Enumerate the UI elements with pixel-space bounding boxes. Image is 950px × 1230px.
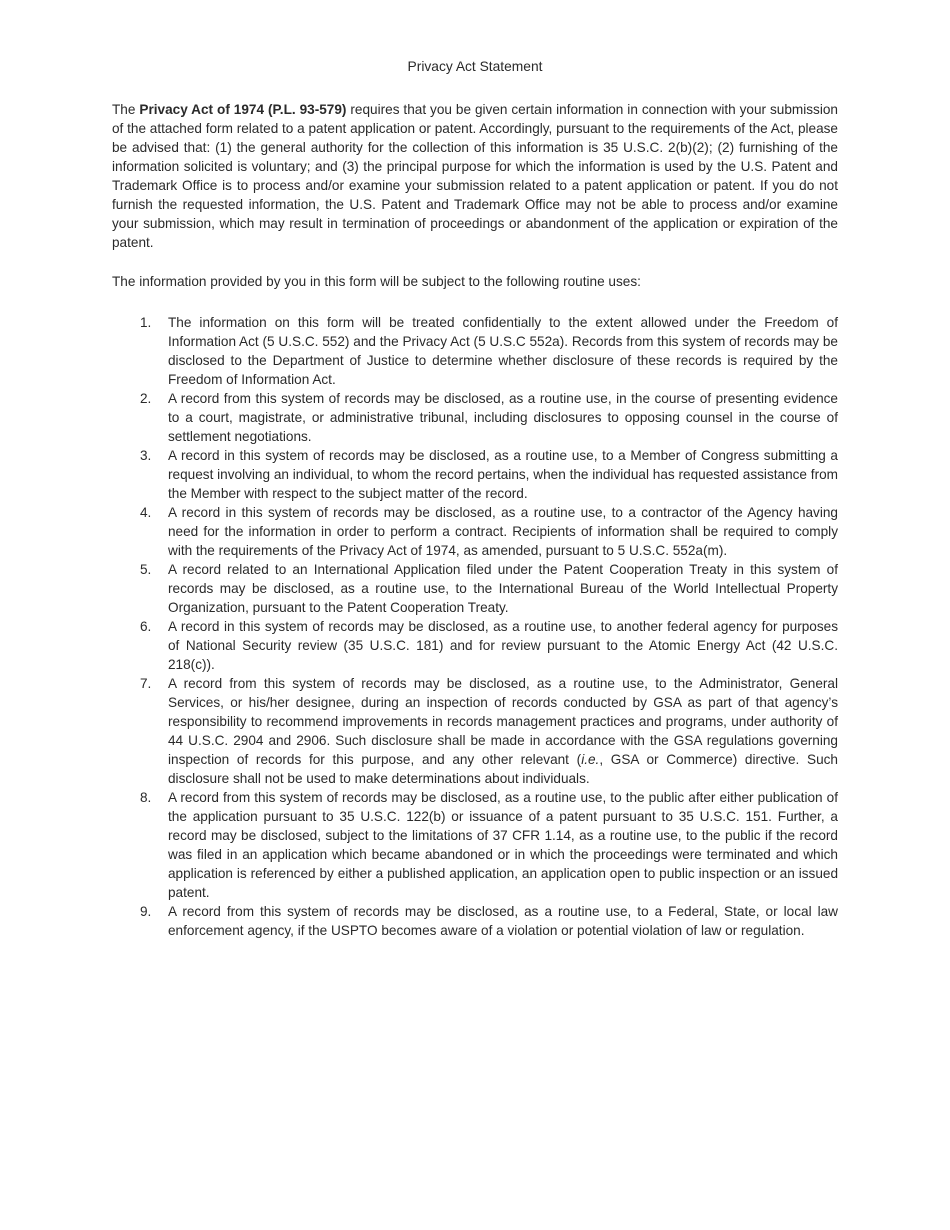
intro-text: requires that you be given certain information in connection with your submission of the attached form related to a patent application or patent. Accordingly, pursuant to the requirements of the Act, please be advised that: (1) the general authority for the collection of this information is 35 U.S.C. 2(b)(2); (2) furnishing of the information solicited is voluntary; and (3) the principal purpose for which the information is used by the U.S. Patent and Trademark Office is to process and/or examine your submission related to a patent application or patent. If you do not furnish the requested information, the U.S. Patent and Trademark Office may not be able to process and/or examine your submission, which may result in termination of proceedings or abandonment of the application or expiration of the patent. (112, 102, 838, 250)
intro-paragraph (112, 100, 838, 252)
list-item-text: A record from this system of records may be disclosed, as a routine use, in the course of presenting evidence to a court, magistrate, or administrative tribunal, including disclosures to opposing counsel in the course of settlement negotiations. (168, 391, 838, 444)
list-item (112, 313, 838, 389)
list-item (112, 560, 838, 617)
list-item-number: 6. (140, 619, 152, 634)
list-item-number: 7. (140, 676, 152, 691)
intro-act-name: Privacy Act of 1974 (P.L. 93-579) (139, 102, 347, 117)
list-item (112, 788, 838, 902)
intro-prefix: The (112, 102, 140, 117)
list-item-text: The information on this form will be treated confidentially to the extent allowed under the Freedom of Information Act (5 U.S.C. 552) and the Privacy Act (5 U.S.C 552a). Records from this system of records may be disclosed to the Department of Justice to determine whether disclosure of these records is required by the Freedom of Information Act. (168, 315, 838, 387)
list-item-number: 4. (140, 505, 152, 520)
list-item-number: 3. (140, 448, 152, 463)
page-title: Privacy Act Statement (407, 59, 543, 74)
list-item (112, 446, 838, 503)
list-item-number: 9. (140, 904, 152, 919)
list-item-number: 5. (140, 562, 152, 577)
list-item-number: 2. (140, 391, 152, 406)
list-item (112, 389, 838, 446)
list-item-text: A record in this system of records may be disclosed, as a routine use, to a contractor of the Agency having need for the information in order to perform a contract. Recipients of information shall be required to comply with the requirements of the Privacy Act of 1974, as amended, pursuant to 5 U.S.C. 552a(m). (168, 505, 838, 558)
routine-uses-list (112, 313, 838, 940)
list-item-text: A record in this system of records may be disclosed, as a routine use, to a Member of Congress submitting a request involving an individual, to whom the record pertains, when the individual has requested assistance from the Member with respect to the subject matter of the record. (168, 448, 838, 501)
list-item-text: A record from this system of records may be disclosed, as a routine use, to the public after either publication of the application pursuant to 35 U.S.C. 122(b) or issuance of a patent pursuant to 35 U.S.C. 151. Further, a record may be disclosed, subject to the limitations of 37 CFR 1.14, as a routine use, to the public if the record was filed in an application which became abandoned or in which the proceedings were terminated and which application is referenced by either a published application, an application open to public inspection or an issued patent. (168, 790, 838, 900)
list-item-text: A record in this system of records may be disclosed, as a routine use, to another federal agency for purposes of National Security review (35 U.S.C. 181) and for review pursuant to the Atomic Energy Act (42 U.S.C. 218(c)). (168, 619, 838, 672)
list-item-text-part: A record from this system of records may be disclosed, as a routine use, to the Administrator, General Services, or his/her designee, during an inspection of records conducted by GSA as part of that agency’s responsibility to recommend improvements in records management practices and programs, under authority of 44 U.S.C. 2904 and 2906. Such disclosure shall be made in accordance with the GSA regulations governing inspection of records for this purpose, and any other relevant ( (168, 676, 838, 767)
list-item (112, 503, 838, 560)
list-item-number: 8. (140, 790, 152, 805)
list-item-text (168, 674, 838, 788)
list-item-text: A record from this system of records may be disclosed, as a routine use, to a Federal, State, or local law enforcement agency, if the USPTO becomes aware of a violation or potential violation of law or regulation. (168, 904, 838, 938)
list-item-text-italic: i.e. (581, 752, 600, 767)
list-item-text: A record related to an International Application filed under the Patent Cooperation Treaty in this system of records may be disclosed, as a routine use, to the International Bureau of the World Intellectual Property Organization, pursuant to the Patent Cooperation Treaty. (168, 562, 838, 615)
list-item (112, 617, 838, 674)
list-item-number: 1. (140, 315, 152, 330)
list-item (112, 674, 838, 788)
list-item (112, 902, 838, 940)
list-item-text-part: , GSA or Commerce) directive. Such disclosure shall not be used to make determinations about individuals. (168, 752, 838, 786)
routine-uses-lead: The information provided by you in this form will be subject to the following routine uses: (112, 274, 641, 289)
